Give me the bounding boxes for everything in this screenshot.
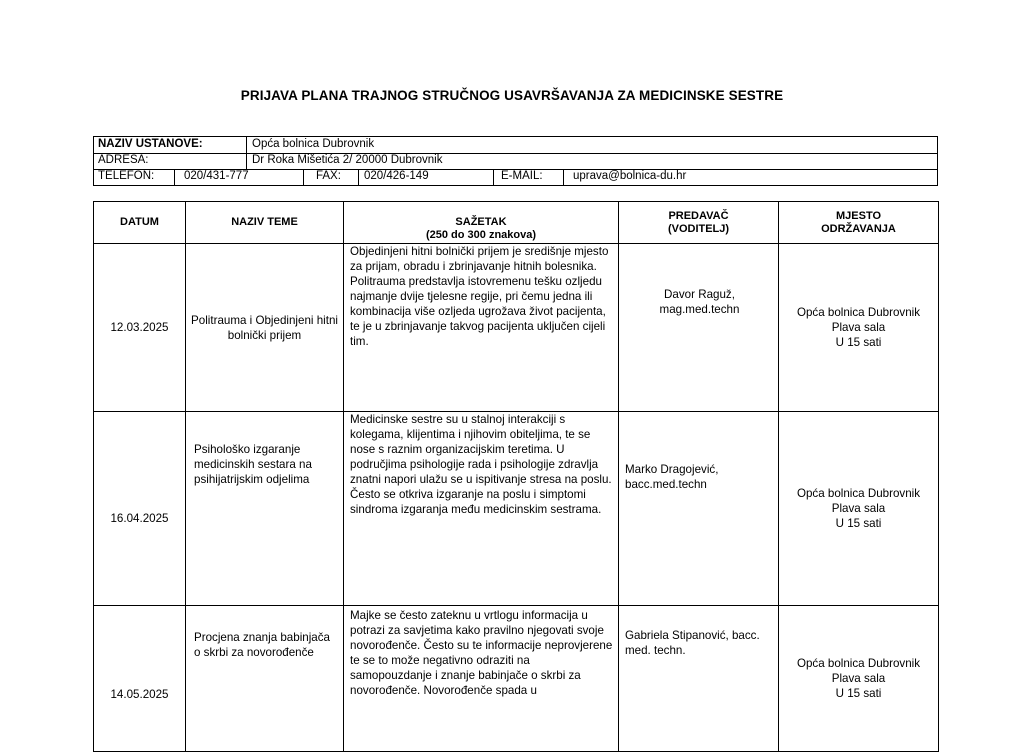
table-row: [94, 412, 939, 606]
email-value: uprava@bolnica-du.hr: [573, 170, 687, 182]
info-col-divider: [563, 169, 564, 185]
row-topic: Psihološko izgaranje medicinskih sestara na psihijatrijskim odjelima: [186, 412, 344, 606]
document-title: PRIJAVA PLANA TRAJNOG STRUČNOG USAVRŠAVANJA ZA MEDICINSKE SESTRE: [240, 88, 784, 103]
row-place: [779, 606, 939, 752]
info-row-divider: [94, 153, 937, 154]
header-place: [779, 202, 939, 244]
row-topic: Politrauma i Objedinjeni hitni bolnički prijem: [186, 244, 344, 412]
place-hall: Plava sala: [831, 672, 886, 685]
address-value: Dr Roka Mišetića 2/ 20000 Dubrovnik: [252, 154, 443, 166]
place-time: U 15 sati: [835, 517, 882, 530]
institution-name-value: Opća bolnica Dubrovnik: [252, 138, 375, 150]
header-summary-sub: (250 do 300 znakova): [425, 229, 537, 241]
info-col-divider: [358, 169, 359, 185]
info-col-divider: [303, 169, 304, 185]
table-header-row: [94, 202, 939, 244]
header-place-title: MJESTO: [835, 209, 882, 222]
info-col-divider: [174, 169, 175, 185]
row-date: 16.04.2025: [94, 412, 186, 606]
header-lecturer-sub: (VODITELJ): [667, 222, 730, 235]
address-label: ADRESA:: [98, 154, 149, 166]
row-place: [779, 244, 939, 412]
header-topic: NAZIV TEME: [186, 202, 344, 244]
row-lecturer: Davor Raguž, mag.med.techn: [619, 244, 779, 412]
email-label: E-MAIL:: [501, 170, 543, 182]
table-row: [94, 244, 939, 412]
phone-value: 020/431-777: [184, 170, 249, 182]
place-time: U 15 sati: [835, 687, 882, 700]
place-hospital: Opća bolnica Dubrovnik: [796, 657, 921, 670]
info-col-divider: [246, 137, 247, 169]
place-hospital: Opća bolnica Dubrovnik: [796, 306, 921, 319]
row-lecturer: Marko Dragojević, bacc.med.techn: [619, 412, 779, 606]
header-place-sub: ODRŽAVANJA: [821, 222, 896, 235]
header-summary: [344, 202, 619, 244]
header-lecturer-title: PREDAVAČ: [668, 209, 729, 222]
row-summary: Objedinjeni hitni bolnički prijem je središnje mjesto za prijam, obradu i zbrinjavanje hitnih bolesnika. Politrauma predstavlja istovremenu tešku ozljedu najmanje dvije tjelesne regije, pri čemu jedna ili kombinacija više ozljeda ugrožava život pacijenta, te je u zbrinjavanje takvog pacijenta uključen cijeli tim.: [344, 244, 619, 412]
institution-info-table: [93, 136, 938, 186]
fax-label: FAX:: [316, 170, 341, 182]
place-hall: Plava sala: [831, 321, 886, 334]
institution-name-label: NAZIV USTANOVE:: [98, 138, 203, 150]
header-date: DATUM: [94, 202, 186, 244]
place-hall: Plava sala: [831, 502, 886, 515]
table-row: [94, 606, 939, 752]
info-col-divider: [493, 169, 494, 185]
header-lecturer: [619, 202, 779, 244]
row-topic: Procjena znanja babinjača o skrbi za novorođenče: [186, 606, 344, 752]
row-lecturer: Gabriela Stipanović, bacc. med. techn.: [619, 606, 779, 752]
row-summary: Majke se često zateknu u vrtlogu informacija u potrazi za savjetima kako pravilno njegovati svoje novorođenče. Često su te informacije neprovjerene te se to može negativno odraziti na samopouzdanje i znanje babinjače o skrbi za novorođenče. Novorođenče spada u: [344, 606, 619, 752]
phone-label: TELEFON:: [98, 170, 155, 182]
row-place: [779, 412, 939, 606]
fax-value: 020/426-149: [364, 170, 429, 182]
header-summary-title: SAŽETAK: [455, 216, 507, 228]
row-summary: Medicinske sestre su u stalnoj interakciji s kolegama, klijentima i njihovim obiteljima, te se nose s raznim organizacijskim teretima. U područjima psihologije rada i psihologije zdravlja znatni napori ulažu se u ispitivanje stresa na poslu. Često se otkriva izgaranje na poslu i simptomi sindroma izgaranja među medicinskim sestrama.: [344, 412, 619, 606]
place-time: U 15 sati: [835, 336, 882, 349]
row-date: 12.03.2025: [94, 244, 186, 412]
place-hospital: Opća bolnica Dubrovnik: [796, 487, 921, 500]
row-date: 14.05.2025: [94, 606, 186, 752]
training-plan-table: [93, 201, 939, 752]
